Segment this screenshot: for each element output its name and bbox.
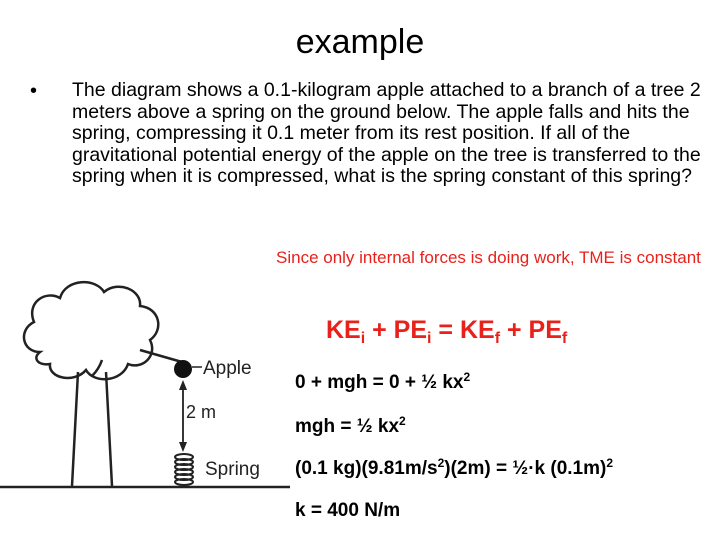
tree-trunk	[72, 360, 112, 486]
slide-title: example	[295, 23, 425, 61]
height-arrow-down	[179, 442, 187, 452]
height-label: 2 m	[186, 402, 217, 422]
equation-step-1: 0 + mgh = 0 + ½ $kx^2$	[295, 370, 471, 393]
equation-answer: k = 400 N/m	[295, 500, 401, 521]
spring-icon	[175, 454, 193, 485]
height-arrow-up	[179, 380, 187, 390]
tree-spring-diagram	[0, 270, 290, 500]
bullet-marker: •	[30, 80, 38, 102]
equation-step-2: mgh = ½ $kx^2$	[295, 414, 406, 437]
problem-statement: The diagram shows a 0.1-kilogram apple attached to a branch of a tree 2 meters above a spring on the ground below. The apple falls and hits the spring, compressing it 0.1 meter from its rest position. If all of the gravitational potential energy of the apple on the tree is transferred to the spring when it is compressed, what is the spring constant of this spring?	[72, 79, 701, 187]
spring-label: Spring	[205, 459, 260, 480]
apple-icon	[174, 360, 192, 378]
energy-conservation-equation: $KE_i + PE_i = KE_f + PE_f$	[326, 316, 568, 347]
equation-step-3: (0.1 $kg)(9.81m/s^2)(2m)$ = ½·k $(0.1m)^2$	[295, 456, 614, 479]
apple-label: Apple	[203, 358, 252, 379]
explanation-note: Since only internal forces is doing work, TME is constant	[276, 248, 701, 267]
tree-canopy	[24, 282, 158, 379]
